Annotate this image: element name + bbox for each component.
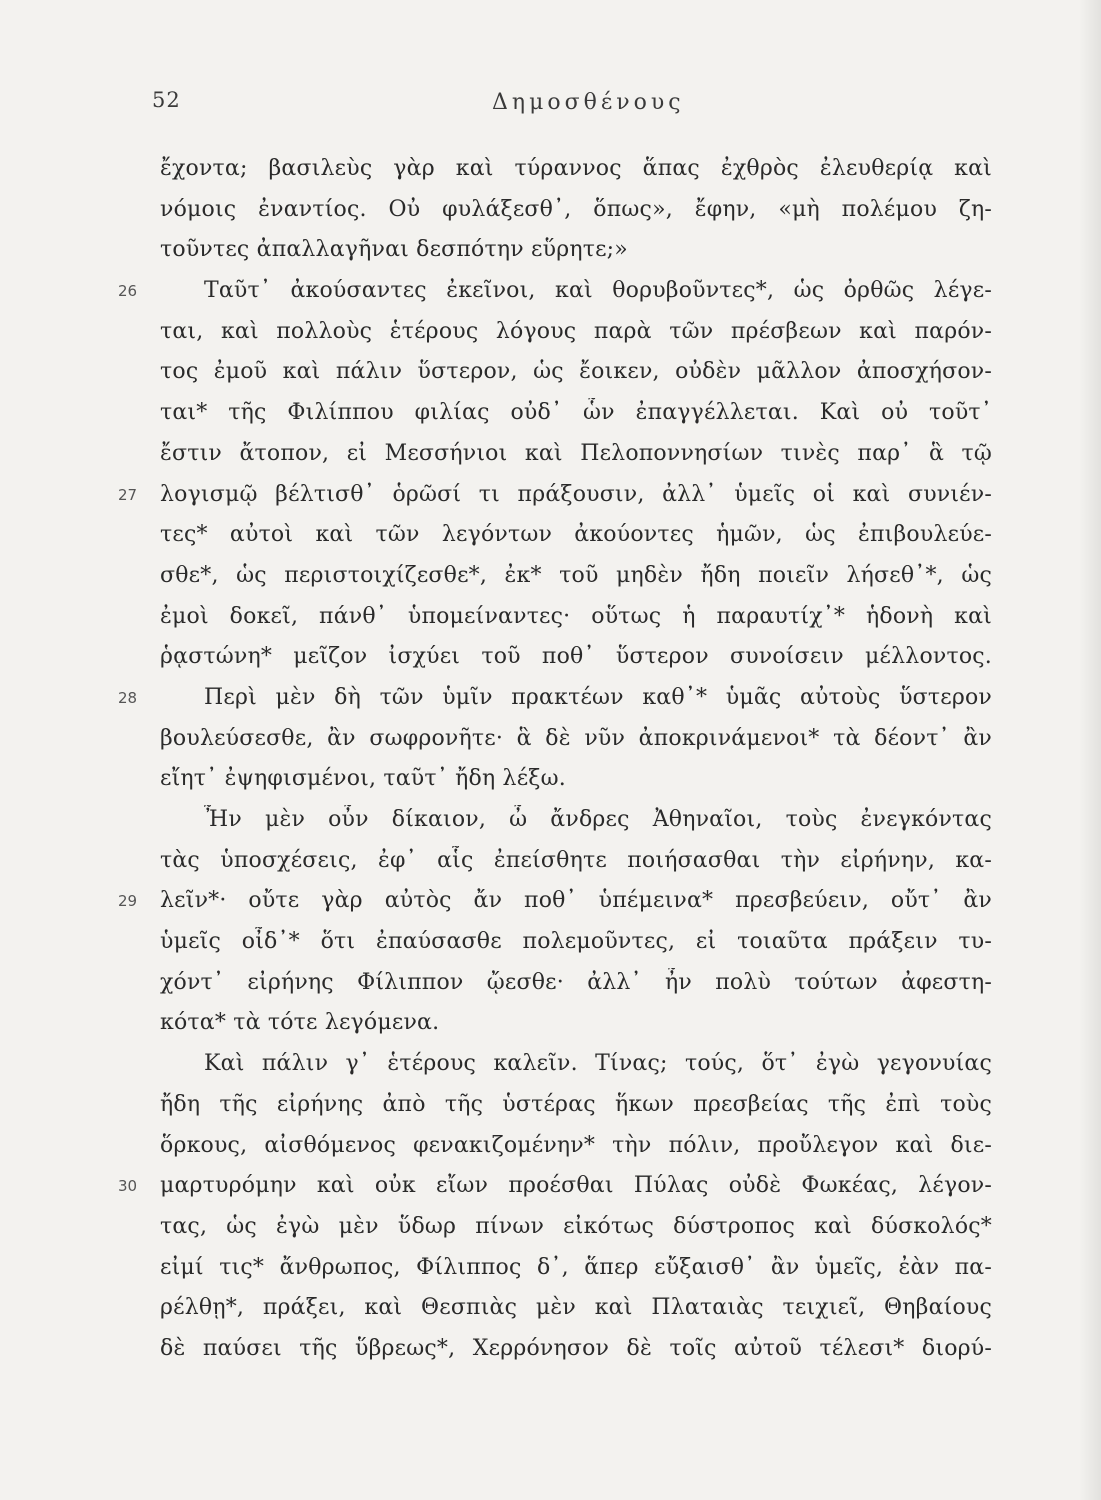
line-text: δὲ παύσει τῆς ὕβρεως*, Χερρόνησον δὲ τοῖς αὐτοῦ τέλεσι* διορύ- [160,1335,992,1361]
section-number: 29 [118,892,138,911]
text-line [0,638,1101,679]
text-line [0,394,1101,435]
text-line [0,435,1101,476]
line-text: ται* τῆς Φιλίππου φιλίας οὐδ᾽ ὧν ἐπαγγέλλεται. Καὶ οὐ τοῦτ᾽ [160,400,992,426]
text-line [0,1330,1101,1371]
line-text: λογισμῷ βέλτισθ᾽ ὁρῶσί τι πράξουσιν, ἀλλ᾽ ὑμεῖς οἱ καὶ συνιέν- [160,481,992,507]
text-line [0,1289,1101,1330]
text-line [0,231,1101,272]
section-number: 28 [118,688,138,707]
line-text: Περὶ μὲν δὴ τῶν ὑμῖν πρακτέων καθ᾽* ὑμᾶς αὐτοὺς ὕστερον [204,684,992,710]
line-text: εἰμί τις* ἄνθρωπος, Φίλιππος δ᾽, ἅπερ εὔξαισθ᾽ ἂν ὑμεῖς, ἐὰν πα- [160,1254,992,1280]
text-line [0,679,1101,720]
page-header [0,88,1101,128]
text-line [0,1004,1101,1045]
line-text: κότα* τὰ τότε λεγόμενα. [160,1010,440,1036]
text-line [0,1045,1101,1086]
text-line [0,516,1101,557]
section-number: 27 [118,485,138,504]
line-text: τοῦντες ἀπαλλαγῆναι δεσπότην εὕρητε;» [160,237,628,263]
line-text: ἐμοὶ δοκεῖ, πάνθ᾽ ὑπομείναντες· οὕτως ἡ παραυτίχ᾽* ἡδονὴ καὶ [160,603,992,629]
line-text: ρέλθῃ*, πράξει, καὶ Θεσπιὰς μὲν καὶ Πλαταιὰς τειχιεῖ, Θηβαίους [160,1295,992,1321]
text-line [0,476,1101,517]
text-line [0,598,1101,639]
line-text: Ἦν μὲν οὖν δίκαιον, ὦ ἄνδρες Ἀθηναῖοι, τοὺς ἐνεγκόντας [204,807,992,832]
line-text: Ταῦτ᾽ ἀκούσαντες ἐκεῖνοι, καὶ θορυβοῦντες*, ὡς ὀρθῶς λέγε- [204,278,992,304]
text-line [0,557,1101,598]
line-text: λεῖν*· οὔτε γὰρ αὐτὸς ἄν ποθ᾽ ὑπέμεινα* πρεσβεύειν, οὔτ᾽ ἂν [160,888,992,914]
body-text [0,150,1101,1371]
line-text: νόμοις ἐναντίος. Οὐ φυλάξεσθ᾽, ὅπως», ἔφην, «μὴ πολέμου ζη- [160,196,992,222]
line-text: Καὶ πάλιν γ᾽ ἑτέρους καλεῖν. Τίνας; τούς, ὅτ᾽ ἐγὼ γεγονυίας [204,1051,992,1077]
line-text: ἤδη τῆς εἰρήνης ἀπὸ τῆς ὑστέρας ἥκων πρεσβείας τῆς ἐπὶ τοὺς [160,1091,992,1117]
running-title: Δημοσθένους [492,90,685,115]
line-text: τας, ὡς ἐγὼ μὲν ὕδωρ πίνων εἰκότως δύστροπος καὶ δύσκολός* [160,1213,992,1239]
line-text: ἔχοντα; βασιλεὺς γὰρ καὶ τύραννος ἅπας ἐχθρὸς ἐλευθερίᾳ καὶ [160,156,992,181]
line-text: τὰς ὑποσχέσεις, ἐφ᾽ αἷς ἐπείσθητε ποιήσασθαι τὴν εἰρήνην, κα- [160,847,992,873]
section-number: 26 [118,282,138,301]
text-line [0,720,1101,761]
text-line [0,1127,1101,1168]
line-text: σθε*, ὡς περιστοιχίζεσθε*, ἐκ* τοῦ μηδὲν ἤδη ποιεῖν λήσεθ᾽*, ὡς [160,562,992,588]
line-text: ὑμεῖς οἶδ᾽* ὅτι ἐπαύσασθε πολεμοῦντες, εἰ τοιαῦτα πράξειν τυ- [160,929,992,955]
text-line [0,801,1101,842]
line-text: εἴητ᾽ ἐψηφισμένοι, ταῦτ᾽ ἤδη λέξω. [160,766,566,792]
text-line [0,272,1101,313]
line-text: ἔστιν ἄτοπον, εἰ Μεσσήνιοι καὶ Πελοποννησίων τινὲς παρ᾽ ἃ τῷ [160,440,992,466]
text-line [0,964,1101,1005]
text-line [0,1249,1101,1290]
line-text: ῥᾳστώνη* μεῖζον ἰσχύει τοῦ ποθ᾽ ὕστερον συνοίσειν μέλλοντος. [160,644,992,670]
page-number: 52 [152,88,181,112]
text-line [0,923,1101,964]
text-line [0,1208,1101,1249]
line-text: ται, καὶ πολλοὺς ἑτέρους λόγους παρὰ τῶν πρέσβεων καὶ παρόν- [160,318,992,344]
section-number: 30 [118,1177,138,1196]
text-line [0,313,1101,354]
text-line [0,842,1101,883]
text-line [0,1086,1101,1127]
text-line [0,882,1101,923]
text-line [0,150,1101,191]
line-text: μαρτυρόμην καὶ οὐκ εἴων προέσθαι Πύλας οὐδὲ Φωκέας, λέγον- [160,1173,992,1199]
line-text: τος ἐμοῦ καὶ πάλιν ὕστερον, ὡς ἔοικεν, οὐδὲν μᾶλλον ἀποσχήσον- [160,359,992,385]
text-line [0,191,1101,232]
text-line [0,1167,1101,1208]
text-line [0,353,1101,394]
line-text: τες* αὐτοὶ καὶ τῶν λεγόντων ἀκούοντες ἡμῶν, ὡς ἐπιβουλεύε- [160,522,992,548]
line-text: χόντ᾽ εἰρήνης Φίλιππον ᾤεσθε· ἀλλ᾽ ἦν πολὺ τούτων ἀφεστη- [160,969,992,995]
text-line [0,760,1101,801]
line-text: ὅρκους, αἰσθόμενος φενακιζομένην* τὴν πόλιν, προὔλεγον καὶ διε- [160,1132,992,1158]
line-text: βουλεύσεσθε, ἂν σωφρονῆτε· ἃ δὲ νῦν ἀποκρινάμενοι* τὰ δέοντ᾽ ἂν [160,725,992,751]
